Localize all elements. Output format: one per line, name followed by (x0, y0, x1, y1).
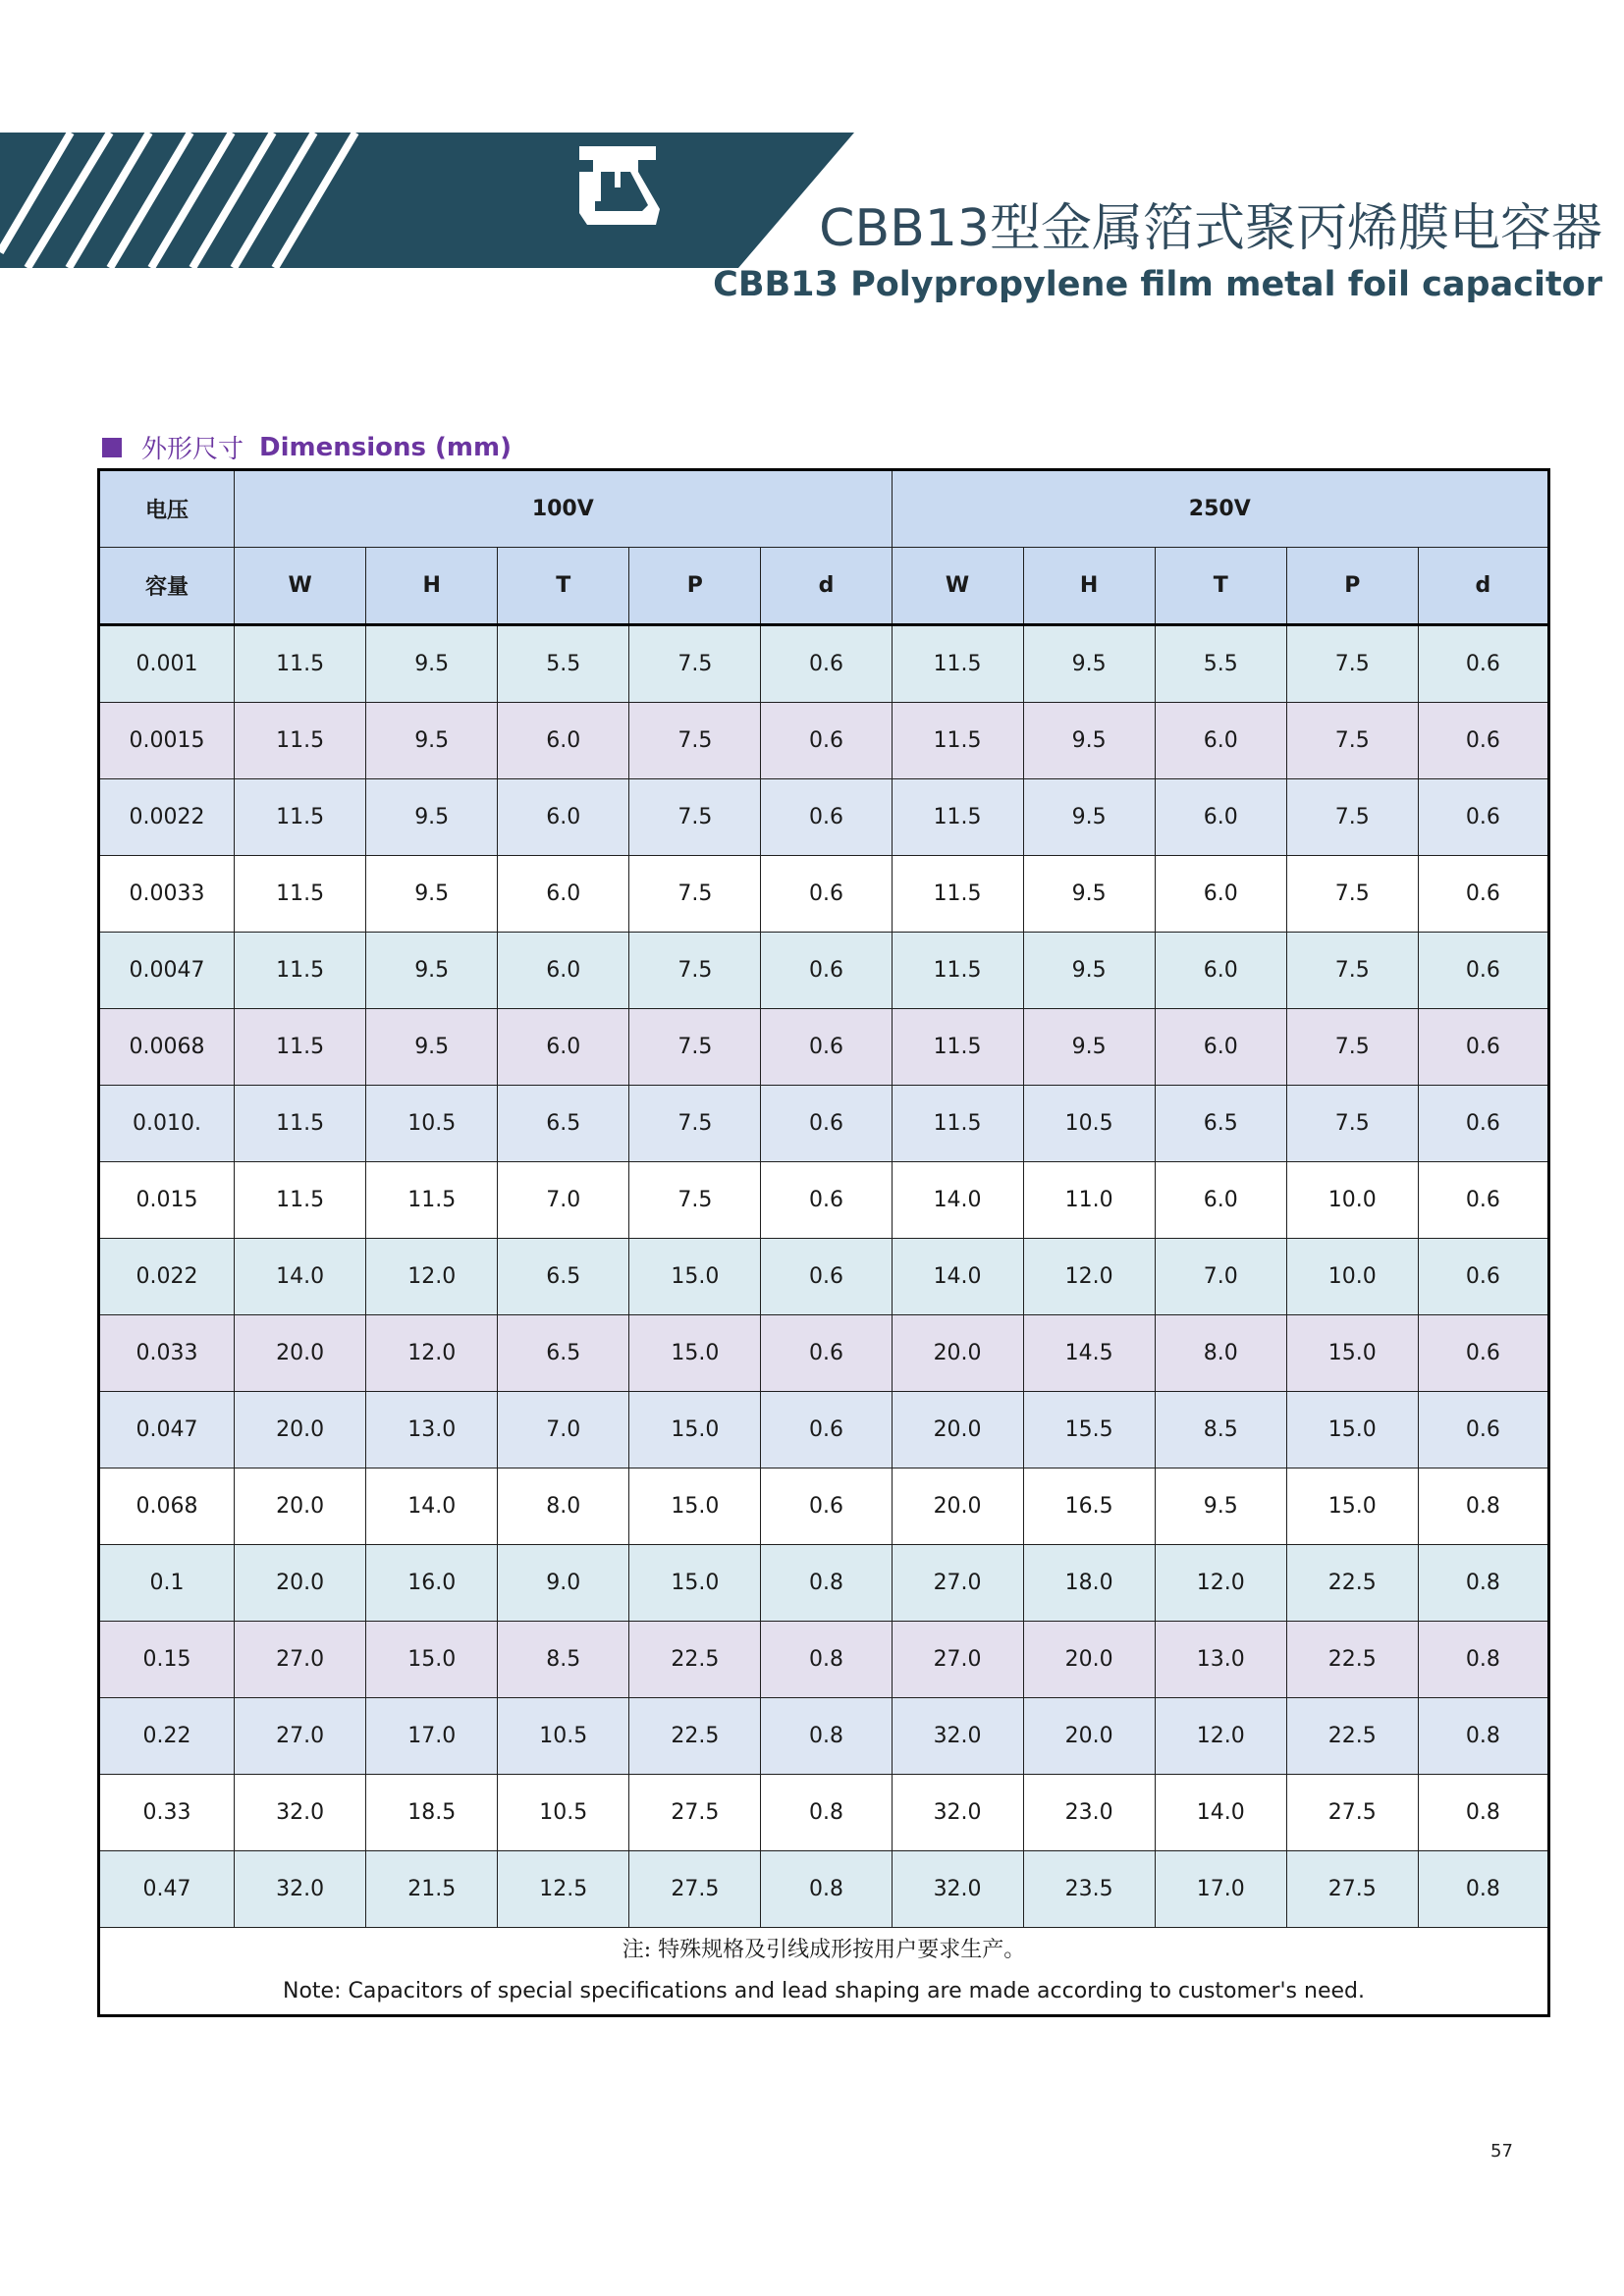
v250-p-cell: 7.5 (1286, 703, 1418, 779)
capacity-cell: 0.0015 (99, 703, 235, 779)
v100-d-cell: 0.6 (761, 856, 892, 933)
table-row (99, 1468, 1549, 1545)
v100-p-cell: 22.5 (629, 1698, 761, 1775)
v250-p-cell: 22.5 (1286, 1545, 1418, 1622)
table-row (99, 1009, 1549, 1086)
v250-t-cell: 8.0 (1155, 1315, 1286, 1392)
v250-h-cell: 9.5 (1023, 1009, 1155, 1086)
v250-p-cell: 7.5 (1286, 856, 1418, 933)
v100-w-cell: 20.0 (235, 1392, 366, 1468)
v250-d-cell: 0.8 (1418, 1545, 1548, 1622)
v250-h-cell: 15.5 (1023, 1392, 1155, 1468)
column-header-row (99, 548, 1549, 625)
v100-t-cell: 6.5 (498, 1315, 629, 1392)
v250-d-cell: 0.6 (1418, 1239, 1548, 1315)
table-row (99, 1162, 1549, 1239)
v100-d-cell: 0.6 (761, 933, 892, 1009)
v100-w-cell: 14.0 (235, 1239, 366, 1315)
page-title-cn: CBB13型金属箔式聚丙烯膜电容器 (819, 199, 1602, 258)
v250-w-cell: 27.0 (892, 1622, 1023, 1698)
v100-w-cell: 27.0 (235, 1622, 366, 1698)
col-header-d: d (1418, 548, 1548, 625)
v250-w-cell: 32.0 (892, 1775, 1023, 1851)
capacity-cell: 0.068 (99, 1468, 235, 1545)
v250-d-cell: 0.8 (1418, 1851, 1548, 1928)
capacity-cell: 0.015 (99, 1162, 235, 1239)
v250-d-cell: 0.6 (1418, 1009, 1548, 1086)
v250-w-cell: 14.0 (892, 1162, 1023, 1239)
v100-t-cell: 6.0 (498, 703, 629, 779)
v250-t-cell: 14.0 (1155, 1775, 1286, 1851)
v250-t-cell: 6.0 (1155, 856, 1286, 933)
v100-p-cell: 27.5 (629, 1775, 761, 1851)
v100-h-cell: 14.0 (366, 1468, 498, 1545)
v100-w-cell: 27.0 (235, 1698, 366, 1775)
table-row (99, 856, 1549, 933)
v100-p-cell: 7.5 (629, 1009, 761, 1086)
capacity-cell: 0.001 (99, 625, 235, 703)
v100-h-cell: 12.0 (366, 1239, 498, 1315)
header-banner (0, 133, 854, 268)
v250-t-cell: 6.0 (1155, 779, 1286, 856)
table-row (99, 1315, 1549, 1392)
v250-w-cell: 11.5 (892, 625, 1023, 703)
v250-h-cell: 11.0 (1023, 1162, 1155, 1239)
v100-w-cell: 11.5 (235, 1162, 366, 1239)
capacity-cell: 0.22 (99, 1698, 235, 1775)
v250-h-cell: 10.5 (1023, 1086, 1155, 1162)
v250-t-cell: 12.0 (1155, 1545, 1286, 1622)
capacity-cell: 0.033 (99, 1315, 235, 1392)
col-header-t: T (498, 548, 629, 625)
section-heading-cn: 外形尺寸 (141, 435, 244, 464)
v100-w-cell: 11.5 (235, 625, 366, 703)
table-row (99, 1086, 1549, 1162)
table-row (99, 1622, 1549, 1698)
v100-p-cell: 7.5 (629, 933, 761, 1009)
v250-d-cell: 0.6 (1418, 1392, 1548, 1468)
square-bullet-icon (102, 438, 122, 457)
v250-h-cell: 20.0 (1023, 1622, 1155, 1698)
v100-d-cell: 0.6 (761, 779, 892, 856)
table-body (99, 625, 1549, 1928)
v100-t-cell: 6.0 (498, 856, 629, 933)
v250-d-cell: 0.8 (1418, 1468, 1548, 1545)
col-header-w: W (892, 548, 1023, 625)
table-row (99, 1698, 1549, 1775)
v250-p-cell: 22.5 (1286, 1698, 1418, 1775)
v100-w-cell: 20.0 (235, 1545, 366, 1622)
v100-d-cell: 0.8 (761, 1851, 892, 1928)
v250-w-cell: 32.0 (892, 1698, 1023, 1775)
v100-h-cell: 10.5 (366, 1086, 498, 1162)
v250-d-cell: 0.8 (1418, 1698, 1548, 1775)
v100-t-cell: 7.0 (498, 1162, 629, 1239)
v250-p-cell: 27.5 (1286, 1775, 1418, 1851)
v250-w-cell: 11.5 (892, 933, 1023, 1009)
note-cell (99, 1928, 1549, 2016)
v100-p-cell: 15.0 (629, 1545, 761, 1622)
v250-d-cell: 0.6 (1418, 933, 1548, 1009)
v100-h-cell: 9.5 (366, 779, 498, 856)
v250-t-cell: 5.5 (1155, 625, 1286, 703)
table-row (99, 1392, 1549, 1468)
v100-d-cell: 0.6 (761, 1162, 892, 1239)
capacity-cell: 0.0047 (99, 933, 235, 1009)
v100-p-cell: 7.5 (629, 625, 761, 703)
v100-w-cell: 32.0 (235, 1851, 366, 1928)
v250-p-cell: 10.0 (1286, 1162, 1418, 1239)
v100-t-cell: 9.0 (498, 1545, 629, 1622)
v250-w-cell: 20.0 (892, 1315, 1023, 1392)
v100-p-cell: 7.5 (629, 1162, 761, 1239)
table-row (99, 1239, 1549, 1315)
v100-p-cell: 7.5 (629, 703, 761, 779)
table-row (99, 779, 1549, 856)
v100-h-cell: 17.0 (366, 1698, 498, 1775)
v250-p-cell: 22.5 (1286, 1622, 1418, 1698)
section-heading (102, 429, 512, 465)
v250-p-cell: 7.5 (1286, 625, 1418, 703)
v250-w-cell: 11.5 (892, 1009, 1023, 1086)
v100-t-cell: 6.0 (498, 779, 629, 856)
col-header-t: T (1155, 548, 1286, 625)
v100-d-cell: 0.6 (761, 1239, 892, 1315)
v250-h-cell: 9.5 (1023, 703, 1155, 779)
v250-w-cell: 11.5 (892, 779, 1023, 856)
v250-h-cell: 23.0 (1023, 1775, 1155, 1851)
note-en: Note: Capacitors of special specifications and lead shaping are made according to customer's need. (283, 1979, 1365, 2003)
capacity-cell: 0.0068 (99, 1009, 235, 1086)
table-row (99, 1545, 1549, 1622)
v100-p-cell: 15.0 (629, 1468, 761, 1545)
v100-d-cell: 0.6 (761, 1086, 892, 1162)
v100-t-cell: 6.5 (498, 1239, 629, 1315)
v100-h-cell: 9.5 (366, 1009, 498, 1086)
v100-t-cell: 6.0 (498, 933, 629, 1009)
v250-d-cell: 0.6 (1418, 1315, 1548, 1392)
voltage-header-row (99, 470, 1549, 548)
capacity-cell: 0.0022 (99, 779, 235, 856)
v100-d-cell: 0.6 (761, 703, 892, 779)
v100-h-cell: 18.5 (366, 1775, 498, 1851)
voltage-label: 电压 (99, 470, 235, 548)
v250-t-cell: 12.0 (1155, 1698, 1286, 1775)
v100-t-cell: 5.5 (498, 625, 629, 703)
section-heading-en: Dimensions (mm) (259, 432, 512, 462)
v100-t-cell: 6.0 (498, 1009, 629, 1086)
capacity-cell: 0.33 (99, 1775, 235, 1851)
v250-p-cell: 27.5 (1286, 1851, 1418, 1928)
v250-d-cell: 0.6 (1418, 703, 1548, 779)
v100-p-cell: 7.5 (629, 1086, 761, 1162)
v250-p-cell: 7.5 (1286, 1009, 1418, 1086)
col-header-p: P (629, 548, 761, 625)
v100-h-cell: 9.5 (366, 625, 498, 703)
v100-d-cell: 0.6 (761, 1468, 892, 1545)
voltage-100v-header: 100V (235, 470, 892, 548)
col-header-h: H (366, 548, 498, 625)
v100-d-cell: 0.6 (761, 1392, 892, 1468)
v100-h-cell: 9.5 (366, 856, 498, 933)
v100-p-cell: 7.5 (629, 856, 761, 933)
page-number: 57 (1490, 2141, 1513, 2162)
v250-t-cell: 6.0 (1155, 1009, 1286, 1086)
v100-p-cell: 15.0 (629, 1392, 761, 1468)
v250-h-cell: 23.5 (1023, 1851, 1155, 1928)
v250-w-cell: 20.0 (892, 1392, 1023, 1468)
v250-t-cell: 6.0 (1155, 933, 1286, 1009)
capacity-cell: 0.1 (99, 1545, 235, 1622)
v100-t-cell: 12.5 (498, 1851, 629, 1928)
v250-d-cell: 0.6 (1418, 856, 1548, 933)
col-header-p: P (1286, 548, 1418, 625)
v250-p-cell: 15.0 (1286, 1468, 1418, 1545)
page-title-en: CBB13 Polypropylene film metal foil capacitor (713, 265, 1602, 304)
v250-h-cell: 9.5 (1023, 856, 1155, 933)
v250-w-cell: 20.0 (892, 1468, 1023, 1545)
v250-t-cell: 9.5 (1155, 1468, 1286, 1545)
v100-w-cell: 11.5 (235, 933, 366, 1009)
v250-p-cell: 15.0 (1286, 1315, 1418, 1392)
capacity-cell: 0.010. (99, 1086, 235, 1162)
v100-p-cell: 15.0 (629, 1239, 761, 1315)
v100-w-cell: 11.5 (235, 1009, 366, 1086)
v100-d-cell: 0.8 (761, 1545, 892, 1622)
v100-t-cell: 6.5 (498, 1086, 629, 1162)
v250-h-cell: 9.5 (1023, 933, 1155, 1009)
table-row (99, 933, 1549, 1009)
capacity-cell: 0.0033 (99, 856, 235, 933)
v250-t-cell: 13.0 (1155, 1622, 1286, 1698)
v100-h-cell: 9.5 (366, 703, 498, 779)
v250-h-cell: 18.0 (1023, 1545, 1155, 1622)
v250-d-cell: 0.8 (1418, 1775, 1548, 1851)
col-header-d: d (761, 548, 892, 625)
v250-h-cell: 9.5 (1023, 625, 1155, 703)
v250-d-cell: 0.6 (1418, 1162, 1548, 1239)
v100-t-cell: 10.5 (498, 1775, 629, 1851)
v250-h-cell: 9.5 (1023, 779, 1155, 856)
v100-h-cell: 12.0 (366, 1315, 498, 1392)
table-row (99, 1851, 1549, 1928)
v250-h-cell: 16.5 (1023, 1468, 1155, 1545)
v100-h-cell: 11.5 (366, 1162, 498, 1239)
v100-w-cell: 11.5 (235, 1086, 366, 1162)
v100-t-cell: 7.0 (498, 1392, 629, 1468)
capacity-label: 容量 (99, 548, 235, 625)
v250-t-cell: 6.0 (1155, 703, 1286, 779)
v100-t-cell: 10.5 (498, 1698, 629, 1775)
v250-t-cell: 6.5 (1155, 1086, 1286, 1162)
v250-d-cell: 0.6 (1418, 1086, 1548, 1162)
v250-w-cell: 32.0 (892, 1851, 1023, 1928)
v100-h-cell: 16.0 (366, 1545, 498, 1622)
col-header-w: W (235, 548, 366, 625)
v250-t-cell: 17.0 (1155, 1851, 1286, 1928)
v250-w-cell: 14.0 (892, 1239, 1023, 1315)
v250-w-cell: 27.0 (892, 1545, 1023, 1622)
v250-p-cell: 10.0 (1286, 1239, 1418, 1315)
v250-p-cell: 7.5 (1286, 1086, 1418, 1162)
v250-t-cell: 7.0 (1155, 1239, 1286, 1315)
v100-d-cell: 0.8 (761, 1775, 892, 1851)
v100-h-cell: 21.5 (366, 1851, 498, 1928)
col-header-h: H (1023, 548, 1155, 625)
v100-t-cell: 8.0 (498, 1468, 629, 1545)
v250-p-cell: 7.5 (1286, 933, 1418, 1009)
note-cn: 注: 特殊规格及引线成形按用户要求生产。 (622, 1938, 1026, 1962)
v100-d-cell: 0.6 (761, 625, 892, 703)
v250-h-cell: 12.0 (1023, 1239, 1155, 1315)
table-row (99, 703, 1549, 779)
v250-w-cell: 11.5 (892, 856, 1023, 933)
v100-d-cell: 0.6 (761, 1009, 892, 1086)
v250-h-cell: 14.5 (1023, 1315, 1155, 1392)
v100-w-cell: 11.5 (235, 703, 366, 779)
v250-d-cell: 0.6 (1418, 779, 1548, 856)
v250-p-cell: 15.0 (1286, 1392, 1418, 1468)
v100-w-cell: 11.5 (235, 856, 366, 933)
capacity-cell: 0.022 (99, 1239, 235, 1315)
capacity-cell: 0.047 (99, 1392, 235, 1468)
v100-h-cell: 13.0 (366, 1392, 498, 1468)
v250-w-cell: 11.5 (892, 703, 1023, 779)
voltage-250v-header: 250V (892, 470, 1548, 548)
v250-d-cell: 0.8 (1418, 1622, 1548, 1698)
v250-p-cell: 7.5 (1286, 779, 1418, 856)
note-row (99, 1928, 1549, 2016)
v250-h-cell: 20.0 (1023, 1698, 1155, 1775)
v100-p-cell: 22.5 (629, 1622, 761, 1698)
v100-d-cell: 0.8 (761, 1622, 892, 1698)
v100-w-cell: 11.5 (235, 779, 366, 856)
v100-w-cell: 32.0 (235, 1775, 366, 1851)
v250-t-cell: 6.0 (1155, 1162, 1286, 1239)
v100-p-cell: 15.0 (629, 1315, 761, 1392)
v100-p-cell: 27.5 (629, 1851, 761, 1928)
table-row (99, 1775, 1549, 1851)
capacity-cell: 0.15 (99, 1622, 235, 1698)
v100-w-cell: 20.0 (235, 1315, 366, 1392)
v100-w-cell: 20.0 (235, 1468, 366, 1545)
table-row (99, 625, 1549, 703)
v100-p-cell: 7.5 (629, 779, 761, 856)
dimensions-table (97, 468, 1550, 2017)
v100-t-cell: 8.5 (498, 1622, 629, 1698)
v100-h-cell: 15.0 (366, 1622, 498, 1698)
v250-w-cell: 11.5 (892, 1086, 1023, 1162)
v100-d-cell: 0.6 (761, 1315, 892, 1392)
v250-t-cell: 8.5 (1155, 1392, 1286, 1468)
v100-d-cell: 0.8 (761, 1698, 892, 1775)
v250-d-cell: 0.6 (1418, 625, 1548, 703)
v100-h-cell: 9.5 (366, 933, 498, 1009)
capacity-cell: 0.47 (99, 1851, 235, 1928)
